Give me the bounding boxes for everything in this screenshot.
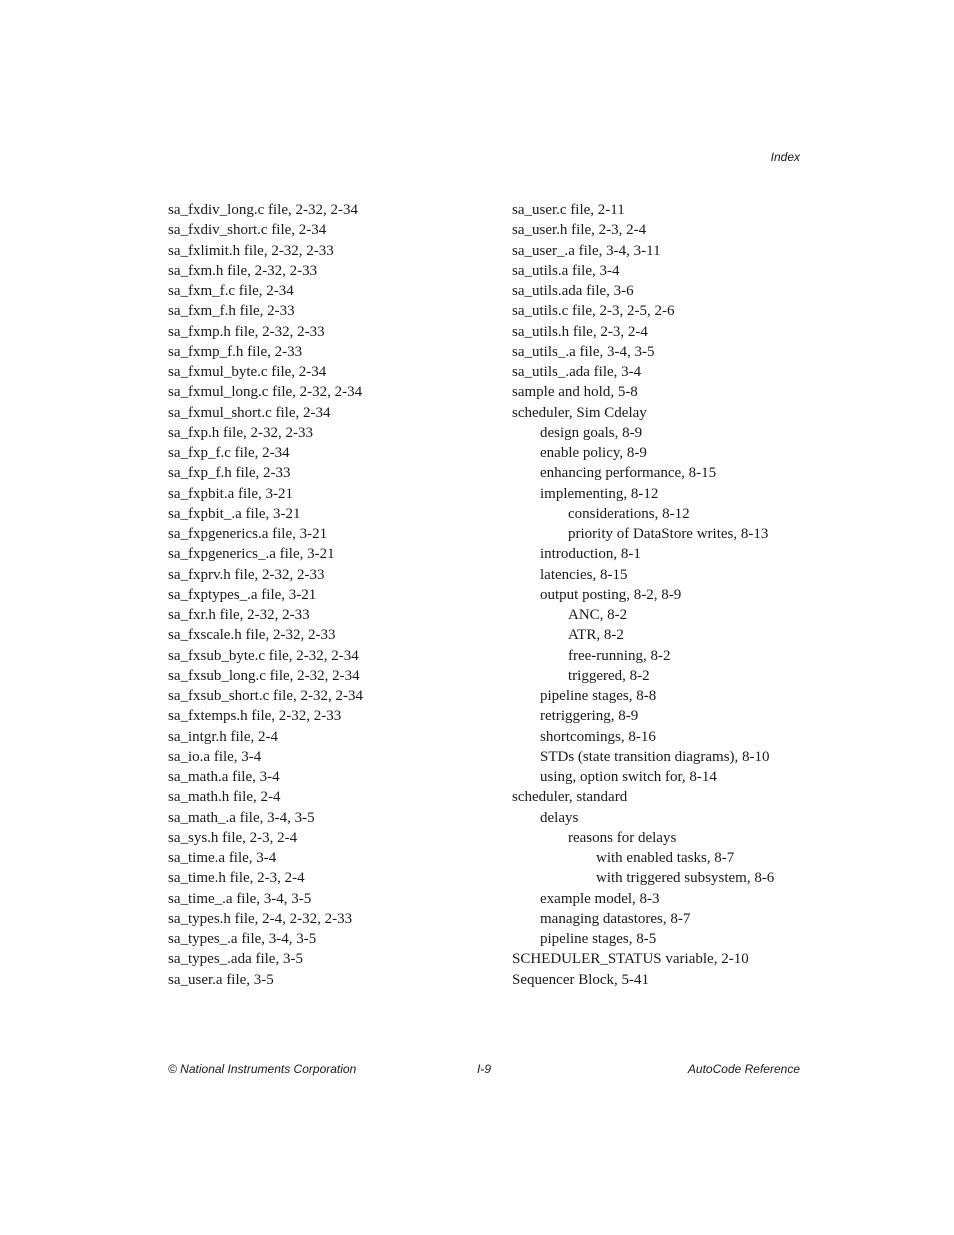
index-entry: SCHEDULER_STATUS variable, 2-10	[512, 951, 749, 968]
index-entry: sa_fxsub_short.c file, 2-32, 2-34	[168, 688, 363, 704]
footer-page-number: I-9	[477, 1062, 492, 1076]
index-column-right	[512, 200, 812, 990]
index-entry: sa_fxdiv_short.c file, 2-34	[168, 222, 327, 239]
index-entry: design goals, 8-9	[540, 424, 643, 441]
index-entry: shortcomings, 8-16	[540, 728, 656, 745]
index-entry: sa_fxm_f.h file, 2-33	[168, 303, 295, 320]
index-entry: implementing, 8-12	[540, 485, 659, 502]
index-entry: sa_utils.c file, 2-3, 2-5, 2-6	[512, 303, 675, 320]
index-entry: sa_fxmp.h file, 2-32, 2-33	[168, 323, 325, 340]
index-entry: sa_utils.a file, 3-4	[512, 262, 620, 279]
index-entry: pipeline stages, 8-8	[540, 688, 657, 704]
index-entry: sa_user.h file, 2-3, 2-4	[512, 222, 647, 239]
index-entry: sa_utils.h file, 2-3, 2-4	[512, 323, 648, 340]
index-entry: sa_fxpbit_.a file, 3-21	[168, 505, 301, 522]
index-entry: sa_time.h file, 2-3, 2-4	[168, 870, 305, 887]
index-entry: sa_time_.a file, 3-4, 3-5	[168, 890, 312, 907]
index-entry: scheduler, Sim Cdelay	[512, 404, 647, 421]
index-entry: triggered, 8-2	[568, 667, 650, 684]
index-entry: managing datastores, 8-7	[540, 910, 691, 927]
index-entry: pipeline stages, 8-5	[540, 931, 657, 947]
index-entry: sa_types_.ada file, 3-5	[168, 951, 303, 968]
index-entry: sa_math_.a file, 3-4, 3-5	[168, 809, 315, 826]
index-entry: sa_utils.ada file, 3-6	[512, 283, 634, 299]
index-entry: sa_intgr.h file, 2-4	[168, 728, 278, 745]
index-column-left	[168, 200, 488, 990]
index-entry: STDs (state transition diagrams), 8-10	[540, 748, 770, 765]
index-entry: sa_fxpgenerics_.a file, 3-21	[168, 546, 335, 563]
index-entry: with triggered subsystem, 8-6	[596, 870, 775, 887]
index-entry: sa_fxmul_long.c file, 2-32, 2-34	[168, 384, 363, 401]
index-entry: sa_fxmul_short.c file, 2-34	[168, 404, 331, 421]
footer-copyright: © National Instruments Corporation	[168, 1062, 357, 1076]
index-entry: priority of DataStore writes, 8-13	[568, 526, 769, 542]
index-entry: sa_fxr.h file, 2-32, 2-33	[168, 607, 310, 623]
running-header: Index	[770, 150, 800, 164]
index-entry: sa_time.a file, 3-4	[168, 850, 277, 866]
index-entry: output posting, 8-2, 8-9	[540, 586, 682, 603]
index-entry: ATR, 8-2	[568, 627, 624, 644]
index-entry: sa_types_.a file, 3-4, 3-5	[168, 931, 317, 947]
index-entry: ANC, 8-2	[568, 607, 628, 623]
index-entry: sa_utils_.a file, 3-4, 3-5	[512, 343, 655, 360]
index-entry: with enabled tasks, 8-7	[596, 850, 735, 866]
index-entry: reasons for delays	[568, 829, 677, 846]
index-entry: sa_user_.a file, 3-4, 3-11	[512, 242, 661, 259]
index-entry: sa_utils_.ada file, 3-4	[512, 364, 642, 380]
index-entry: sa_fxpbit.a file, 3-21	[168, 485, 293, 502]
index-entry: sa_fxsub_long.c file, 2-32, 2-34	[168, 667, 360, 684]
index-entry: example model, 8-3	[540, 890, 660, 907]
index-entry: sa_fxtemps.h file, 2-32, 2-33	[168, 708, 342, 725]
index-entry: sa_user.a file, 3-5	[168, 971, 274, 988]
index-entry: sa_fxdiv_long.c file, 2-32, 2-34	[168, 202, 358, 218]
index-entry: sa_fxlimit.h file, 2-32, 2-33	[168, 242, 334, 259]
index-entry: scheduler, standard	[512, 789, 628, 806]
index-entry: latencies, 8-15	[540, 566, 628, 583]
index-entry: considerations, 8-12	[568, 505, 690, 522]
index-entry: sa_fxmul_byte.c file, 2-34	[168, 364, 327, 380]
index-entry: sa_fxsub_byte.c file, 2-32, 2-34	[168, 647, 359, 664]
index-entry: free-running, 8-2	[568, 647, 671, 664]
index-entry: delays	[540, 809, 579, 826]
index-entry: sa_sys.h file, 2-3, 2-4	[168, 829, 298, 846]
index-entry: sa_fxscale.h file, 2-32, 2-33	[168, 627, 336, 644]
index-entry: sa_fxp.h file, 2-32, 2-33	[168, 424, 313, 441]
index-entry: introduction, 8-1	[540, 546, 641, 563]
index-entry: sa_fxprv.h file, 2-32, 2-33	[168, 566, 325, 583]
index-entry: sa_fxp_f.c file, 2-34	[168, 445, 290, 461]
index-entry: sa_fxp_f.h file, 2-33	[168, 465, 291, 482]
index-entry: sa_fxpgenerics.a file, 3-21	[168, 526, 328, 542]
index-entry: retriggering, 8-9	[540, 708, 639, 725]
index-entry: enable policy, 8-9	[540, 445, 647, 461]
index-entry: Sequencer Block, 5-41	[512, 971, 650, 988]
index-entry: sa_fxm.h file, 2-32, 2-33	[168, 262, 318, 279]
index-entry: sa_types.h file, 2-4, 2-32, 2-33	[168, 910, 353, 927]
index-entry: sa_user.c file, 2-11	[512, 202, 625, 218]
index-entry: sa_fxm_f.c file, 2-34	[168, 283, 294, 299]
index-entry: enhancing performance, 8-15	[540, 465, 717, 482]
index-entry: sa_io.a file, 3-4	[168, 748, 262, 765]
index-entry: sample and hold, 5-8	[512, 384, 638, 401]
index-entry: sa_math.a file, 3-4	[168, 769, 280, 785]
index-entry: using, option switch for, 8-14	[540, 769, 717, 785]
index-entry: sa_math.h file, 2-4	[168, 789, 281, 806]
index-entry: sa_fxptypes_.a file, 3-21	[168, 586, 317, 603]
footer-manual-title: AutoCode Reference	[687, 1062, 800, 1076]
index-entry: sa_fxmp_f.h file, 2-33	[168, 343, 303, 360]
